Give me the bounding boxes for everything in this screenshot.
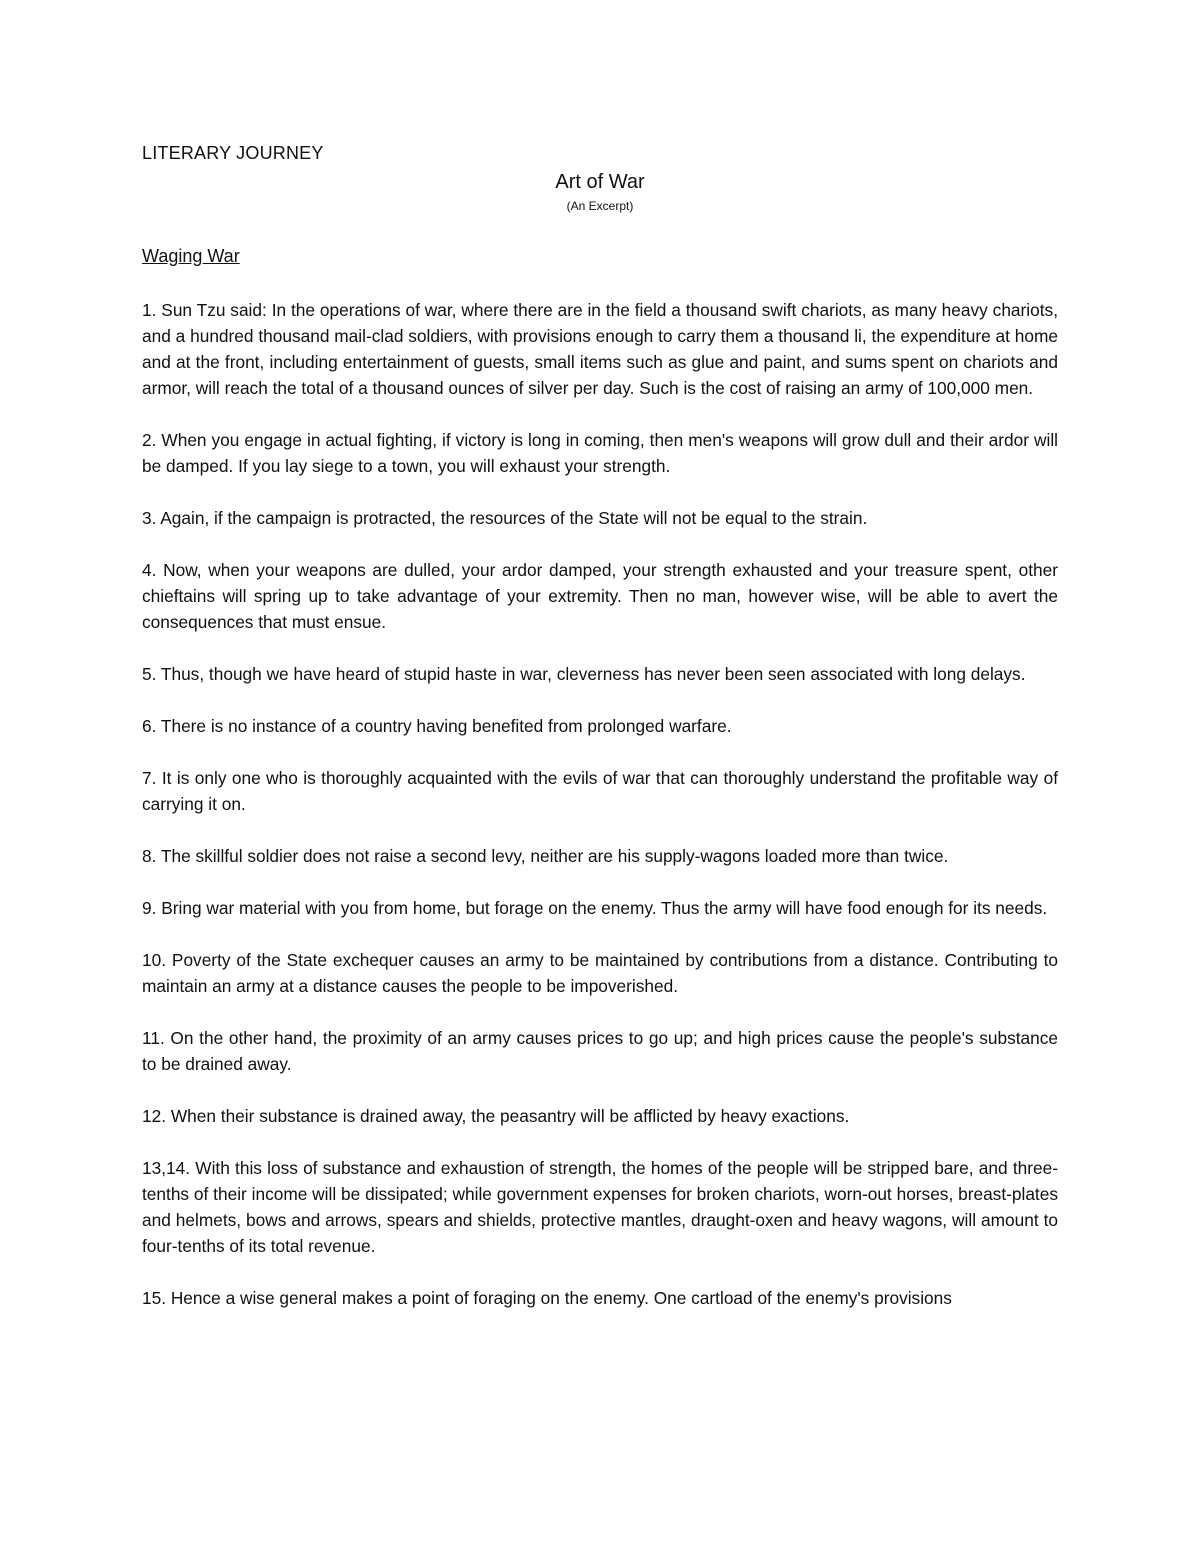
paragraph-13-14: 13,14. With this loss of substance and exhaustion of strength, the homes of the people will be stripped bare, and three-tenths of their income will be dissipated; while government expenses for broken chariots, worn-out horses, breast-plates and helmets, bows and arrows, spears and shields, protective mantles, draught-oxen and heavy wagons, will amount to four-tenths of its total revenue. — [142, 1158, 1058, 1256]
paragraph-2: 2. When you engage in actual fighting, if victory is long in coming, then men's weapons will grow dull and their ardor will be damped. If you lay siege to a town, you will exhaust your strength. — [142, 430, 1058, 476]
paragraph-8: 8. The skillful soldier does not raise a second levy, neither are his supply-wagons loaded more than twice. — [142, 846, 949, 866]
paragraph-11: 11. On the other hand, the proximity of an army causes prices to go up; and high prices cause the people's substance to be drained away. — [142, 1028, 1058, 1074]
document-title: Art of War — [555, 171, 645, 193]
paragraph-12: 12. When their substance is drained away, the peasantry will be afflicted by heavy exactions. — [142, 1106, 850, 1126]
paragraph-9: 9. Bring war material with you from home, but forage on the enemy. Thus the army will have food enough for its needs. — [142, 898, 1048, 918]
paragraph-15: 15. Hence a wise general makes a point of foraging on the enemy. One cartload of the enemy's provisions — [142, 1288, 952, 1308]
paragraph-10: 10. Poverty of the State exchequer causes an army to be maintained by contributions from a distance. Contributing to maintain an army at a distance causes the people to be impoverished. — [142, 950, 1058, 996]
paragraph-1: 1. Sun Tzu said: In the operations of war, where there are in the field a thousand swift chariots, as many heavy chariots, and a hundred thousand mail-clad soldiers, with provisions enough to carry them a thousand li, the expenditure at home and at the front, including entertainment of guests, small items such as glue and paint, and sums spent on chariots and armor, will reach the total of a thousand ounces of silver per day. Such is the cost of raising an army of 100,000 men. — [142, 300, 1058, 398]
paragraph-5: 5. Thus, though we have heard of stupid haste in war, cleverness has never been seen associated with long delays. — [142, 664, 1026, 684]
document-subtitle: (An Excerpt) — [566, 199, 634, 213]
header-label: LITERARY JOURNEY — [142, 143, 324, 163]
paragraph-6: 6. There is no instance of a country having benefited from prolonged warfare. — [142, 716, 732, 736]
body-text — [142, 297, 1058, 1337]
paragraph-3: 3. Again, if the campaign is protracted, the resources of the State will not be equal to the strain. — [142, 508, 868, 528]
paragraph-7: 7. It is only one who is thoroughly acquainted with the evils of war that can thoroughly understand the profitable way of carrying it on. — [142, 768, 1058, 814]
section-heading: Waging War — [142, 246, 240, 266]
paragraph-4: 4. Now, when your weapons are dulled, your ardor damped, your strength exhausted and your treasure spent, other chieftains will spring up to take advantage of your extremity. Then no man, however wise, will be able to avert the consequences that must ensue. — [142, 560, 1058, 632]
